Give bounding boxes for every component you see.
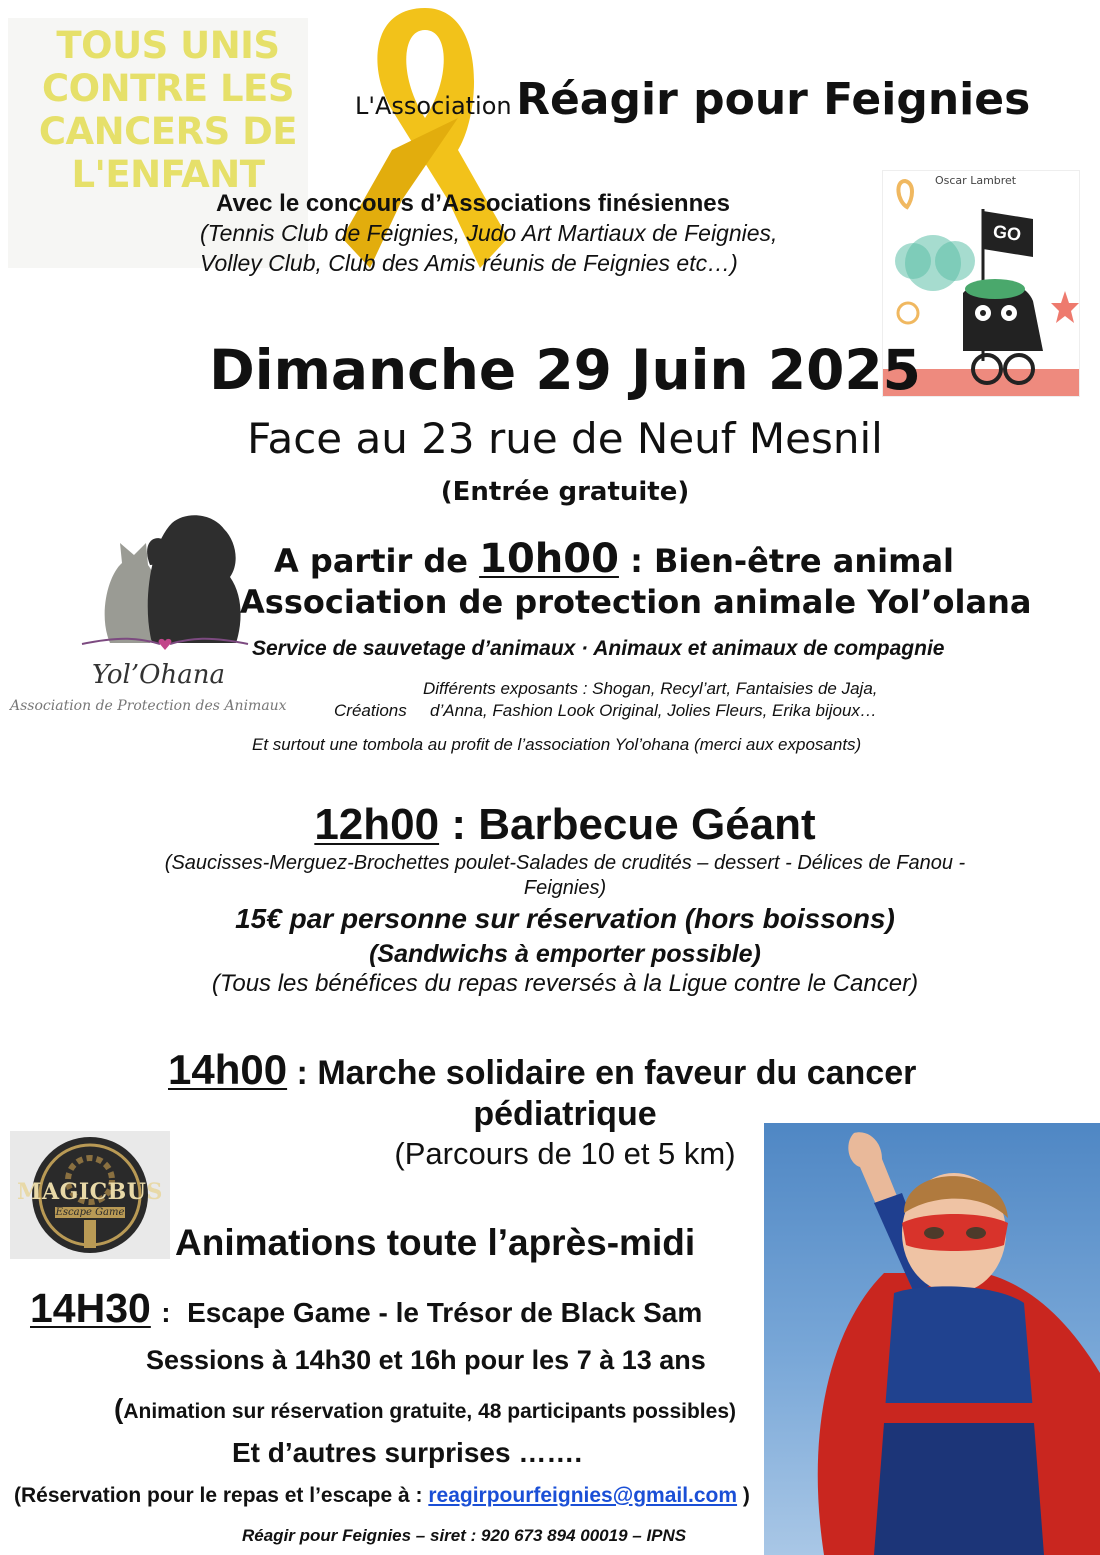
- escape-reservation: [114, 1393, 736, 1425]
- heart-divider-icon: [80, 632, 250, 654]
- bbq-price: 15€ par personne sur réservation (hors boissons): [235, 903, 895, 934]
- section-14h-title: : Marche solidaire en faveur du cancer: [296, 1054, 917, 1092]
- escape-colon: :: [161, 1297, 171, 1328]
- email-link[interactable]: reagirpourfeignies@gmail.com: [428, 1484, 738, 1507]
- go-flag-text: GO: [991, 221, 1023, 245]
- surprises-text: Et d’autres surprises …….: [232, 1437, 583, 1468]
- association-prefix: L'Association: [355, 92, 512, 120]
- escape-title: Escape Game - le Trésor de Black Sam: [187, 1297, 703, 1328]
- yol-ohana-subtitle: Association de Protection des Animaux: [10, 698, 287, 714]
- superhero-child-photo: [764, 1123, 1100, 1555]
- escape-reservation-paren: (: [114, 1393, 124, 1424]
- bbq-sandwich: (Sandwichs à emporter possible): [369, 940, 761, 968]
- section-14h-parcours: (Parcours de 10 et 5 km): [394, 1136, 736, 1171]
- association-name: Réagir pour Feignies: [516, 74, 1031, 125]
- section-12h-heading: [0, 800, 1100, 850]
- tombola-text: Et surtout une tombola au profit de l’association Yol’ohana (merci aux exposants): [252, 735, 862, 754]
- escape-sessions: Sessions à 14h30 et 16h pour les 7 à 13 ans: [146, 1345, 706, 1375]
- superhero-child-icon: [764, 1123, 1100, 1555]
- magicbus-sub: Escape Game: [55, 1207, 125, 1218]
- section-14h-title-2: pédiatrique: [473, 1095, 657, 1133]
- bbq-benefits: (Tous les bénéfices du repas reversés à la Ligue contre le Cancer): [211, 970, 919, 997]
- yol-ohana-name: Yol’Ohana: [92, 660, 225, 690]
- oscar-brand-text: Oscar Lambret: [935, 174, 1017, 187]
- animations-title: Animations toute l’après-midi: [175, 1222, 696, 1263]
- footer-siret: Réagir pour Feignies – siret : 920 673 894 00019 – IPNS: [242, 1526, 687, 1545]
- escape-reservation-text: Animation sur réservation gratuite, 48 participants possibles): [123, 1400, 736, 1423]
- bbq-menu-line-2: Feignies): [523, 877, 607, 899]
- tous-unis-line-2: CONTRE LES: [42, 67, 294, 110]
- concours-line: Avec le concours d’Associations finésiennes: [216, 190, 730, 217]
- escape-time: 14H30: [30, 1285, 151, 1331]
- section-10h-heading: [274, 536, 954, 582]
- footer-reservation: [14, 1484, 750, 1508]
- footer-reservation-close: ): [742, 1484, 750, 1507]
- exposants-line-2: d’Anna, Fashion Look Original, Jolies Fleurs, Erika bijoux…: [430, 701, 877, 720]
- section-10h-title: : Bien-être animal: [630, 542, 955, 580]
- section-10h-service: Service de sauvetage d’animaux · Animaux et animaux de compagnie: [252, 637, 945, 660]
- tous-unis-line-4: L'ENFANT: [71, 153, 265, 196]
- clubs-line-2: Volley Club, Club des Amis réunis de Feignies etc…): [200, 250, 738, 276]
- bbq-menu-line-1: (Saucisses-Merguez-Brochettes poulet-Salades de crudités – dessert - Délices de Fanou -: [164, 852, 966, 874]
- event-date: Dimanche 29 Juin 2025: [209, 338, 921, 402]
- event-entry: (Entrée gratuite): [440, 477, 690, 507]
- section-12h-time: 12h00: [314, 800, 440, 849]
- section-10h-prefix: A partir de: [274, 542, 468, 580]
- section-10h-association: Association de protection animale Yol’olana: [240, 583, 1032, 621]
- section-12h-title: : Barbecue Géant: [451, 800, 816, 849]
- exposants-line-1: Différents exposants : Shogan, Recyl’art, Fantaisies de Jaja,: [423, 679, 878, 698]
- clubs-line-1: (Tennis Club de Feignies, Judo Art Martiaux de Feignies,: [200, 220, 778, 246]
- tous-unis-line-1: TOUS UNIS: [56, 24, 280, 67]
- association-title: [355, 74, 1030, 125]
- magicbus-logo: [10, 1131, 170, 1259]
- escape-heading: [30, 1285, 702, 1332]
- section-10h-time: 10h00: [479, 536, 619, 582]
- exposants-creations: Créations: [334, 701, 407, 720]
- event-location: Face au 23 rue de Neuf Mesnil: [247, 414, 883, 463]
- section-14h-time: 14h00: [168, 1046, 288, 1093]
- magicbus-name: MAGICBUS: [17, 1179, 163, 1205]
- section-14h-heading: [168, 1046, 916, 1094]
- footer-reservation-text: (Réservation pour le repas et l’escape à :: [14, 1484, 423, 1507]
- tous-unis-line-3: CANCERS DE: [38, 110, 298, 153]
- tous-unis-text: [28, 24, 308, 196]
